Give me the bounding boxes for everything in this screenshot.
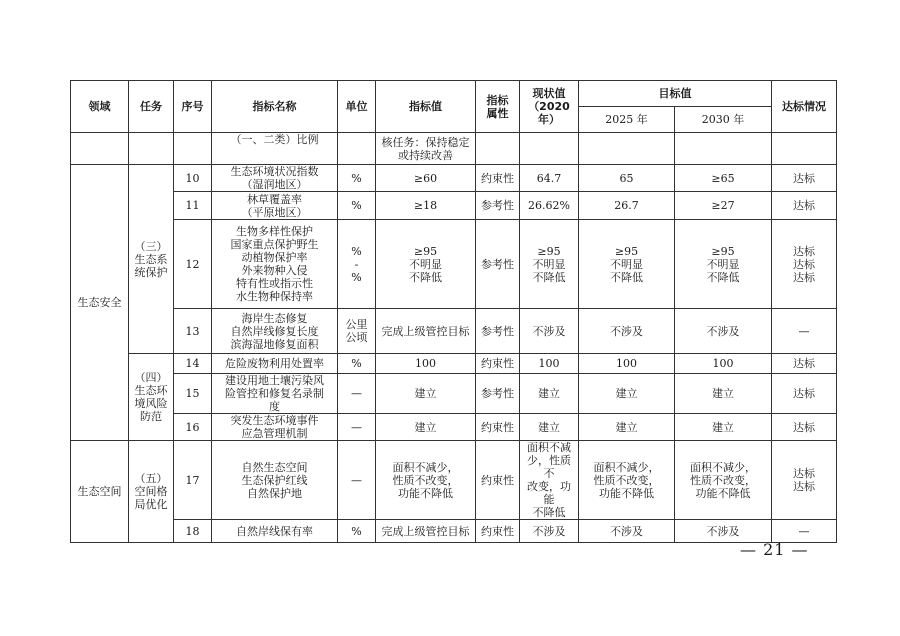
current-value: ≥95 不明显 不降低: [520, 220, 579, 309]
target-2030: 建立: [675, 374, 772, 414]
attribute: 约束性: [476, 520, 520, 543]
target-2025: 建立: [579, 374, 675, 414]
page-number: — 21 —: [740, 540, 809, 559]
indicator-value: 完成上级管控目标: [376, 520, 476, 543]
current-value: 26.62%: [520, 192, 579, 220]
attribute: 约束性: [476, 414, 520, 441]
target-2025: 不涉及: [579, 309, 675, 354]
status: —: [772, 520, 837, 543]
domain-cell: 生态安全: [71, 165, 129, 441]
indicator-name: 危险废物利用处置率: [212, 354, 338, 374]
target-2025: 建立: [579, 414, 675, 441]
attribute: 参考性: [476, 309, 520, 354]
indicator-value: ≥60: [376, 165, 476, 192]
indicator-value: 建立: [376, 414, 476, 441]
indicator-name: （一、二类）比例: [212, 133, 338, 165]
status: 达标: [772, 354, 837, 374]
header-status: 达标情况: [772, 81, 837, 133]
indicator-name: 海岸生态修复 自然岸线修复长度 滨海湿地修复面积: [212, 309, 338, 354]
current-value: 64.7: [520, 165, 579, 192]
table-row: [71, 133, 837, 165]
indicator-name: 建设用地土壤污染风 险管控和修复名录制 度: [212, 374, 338, 414]
target-2030: ≥95 不明显 不降低: [675, 220, 772, 309]
unit: % - %: [338, 220, 376, 309]
target-2030: 建立: [675, 414, 772, 441]
status: 达标 达标: [772, 441, 837, 520]
header-current: 现状值 （2020 年）: [520, 81, 579, 133]
table-row: [71, 354, 837, 374]
row-number: 14: [174, 354, 212, 374]
task-cell: （三） 生态系 统保护: [129, 165, 174, 354]
header-2030: 2030 年: [675, 107, 772, 133]
table-row: [71, 441, 837, 520]
task-cell: （五） 空间格 局优化: [129, 441, 174, 543]
target-2025: 面积不减少， 性质不改变， 功能不降低: [579, 441, 675, 520]
indicator-value: ≥95 不明显 不降低: [376, 220, 476, 309]
unit: —: [338, 374, 376, 414]
target-2030: ≥65: [675, 165, 772, 192]
indicator-name: 林草覆盖率 （平原地区）: [212, 192, 338, 220]
attribute: 参考性: [476, 220, 520, 309]
status: 达标: [772, 414, 837, 441]
table-row: [71, 220, 837, 309]
current-value: 建立: [520, 374, 579, 414]
target-2030: 100: [675, 354, 772, 374]
row-number: 13: [174, 309, 212, 354]
domain-cell: 生态空间: [71, 441, 129, 543]
row-number: 17: [174, 441, 212, 520]
indicator-value: 建立: [376, 374, 476, 414]
header-task: 任务: [129, 81, 174, 133]
row-number: 15: [174, 374, 212, 414]
indicator-name: 自然生态空间 生态保护红线 自然保护地: [212, 441, 338, 520]
indicator-name: 生态环境状况指数 （湿润地区）: [212, 165, 338, 192]
table-row: [71, 374, 837, 414]
indicator-name: 自然岸线保有率: [212, 520, 338, 543]
indicator-value: ≥18: [376, 192, 476, 220]
table-row: [71, 192, 837, 220]
row-number: 16: [174, 414, 212, 441]
indicator-name: 突发生态环境事件 应急管理机制: [212, 414, 338, 441]
indicator-name: 生物多样性保护 国家重点保护野生 动植物保护率 外来物种入侵 特有性或指示性 水生物种保持率: [212, 220, 338, 309]
current-value: 100: [520, 354, 579, 374]
task-cell: （四） 生态环 境风险 防范: [129, 354, 174, 441]
indicator-value: 完成上级管控目标: [376, 309, 476, 354]
unit: %: [338, 165, 376, 192]
indicator-table: [70, 80, 837, 543]
unit: —: [338, 441, 376, 520]
target-2030: 面积不减少， 性质不改变， 功能不降低: [675, 441, 772, 520]
attribute: 参考性: [476, 192, 520, 220]
table-row: [71, 520, 837, 543]
row-number: 10: [174, 165, 212, 192]
row-number: 18: [174, 520, 212, 543]
status: 达标: [772, 192, 837, 220]
attribute: 约束性: [476, 354, 520, 374]
unit: 公里 公顷: [338, 309, 376, 354]
status: 达标: [772, 165, 837, 192]
target-2030: 不涉及: [675, 520, 772, 543]
current-value: 不涉及: [520, 520, 579, 543]
table-row: [71, 165, 837, 192]
target-2025: 不涉及: [579, 520, 675, 543]
header-unit: 单位: [338, 81, 376, 133]
table-row: [71, 309, 837, 354]
row-number: 12: [174, 220, 212, 309]
target-2025: ≥95 不明显 不降低: [579, 220, 675, 309]
target-2025: 100: [579, 354, 675, 374]
target-2030: 不涉及: [675, 309, 772, 354]
current-value: 面积不减 少，性质不 改变，功能 不降低: [520, 441, 579, 520]
header-indicator-value: 指标值: [376, 81, 476, 133]
indicator-value: 面积不减少， 性质不改变， 功能不降低: [376, 441, 476, 520]
header-attribute: 指标 属性: [476, 81, 520, 133]
current-value: 不涉及: [520, 309, 579, 354]
row-number: 11: [174, 192, 212, 220]
unit: %: [338, 192, 376, 220]
table-row: [71, 414, 837, 441]
attribute: 约束性: [476, 165, 520, 192]
unit: %: [338, 520, 376, 543]
status: —: [772, 309, 837, 354]
attribute: 参考性: [476, 374, 520, 414]
target-2025: 65: [579, 165, 675, 192]
status: 达标 达标 达标: [772, 220, 837, 309]
indicator-value: 100: [376, 354, 476, 374]
header-2025: 2025 年: [579, 107, 675, 133]
status: 达标: [772, 374, 837, 414]
header-index: 序号: [174, 81, 212, 133]
attribute: 约束性: [476, 441, 520, 520]
current-value: 建立: [520, 414, 579, 441]
header-indicator-name: 指标名称: [212, 81, 338, 133]
target-2030: ≥27: [675, 192, 772, 220]
indicator-value: 核任务：保持稳定 或持续改善: [376, 133, 476, 165]
header-target: 目标值: [579, 81, 772, 107]
header-domain: 领域: [71, 81, 129, 133]
target-2025: 26.7: [579, 192, 675, 220]
unit: —: [338, 414, 376, 441]
unit: %: [338, 354, 376, 374]
